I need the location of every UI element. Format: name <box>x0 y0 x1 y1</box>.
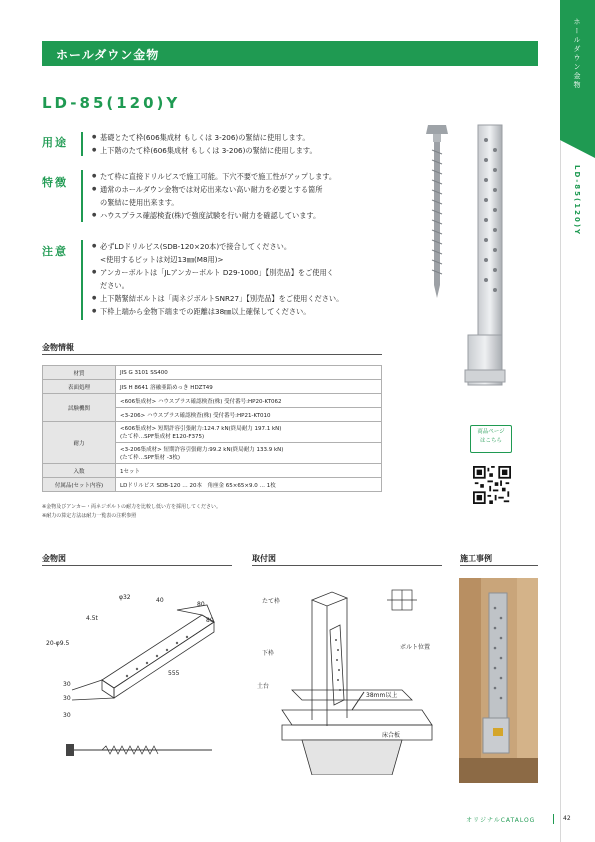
notes-bar <box>81 240 83 320</box>
notes-list <box>92 240 392 318</box>
footer-divider <box>553 814 554 824</box>
product-title: LD-85(120)Y <box>42 94 181 112</box>
list-item: の緊結に使用出来ます。 <box>100 198 179 207</box>
page-number: 42 <box>563 815 571 822</box>
table-row <box>43 380 382 394</box>
dim-label: 80 <box>206 617 214 624</box>
dim-label: 20-φ9.5 <box>46 640 70 647</box>
install-label: たて枠 <box>262 598 281 605</box>
example-figure-divider <box>460 565 538 566</box>
footnote: ※金物及びアンカー・両ネジボルトの耐力を比較し低い方を採用してください。 <box>42 504 221 510</box>
dim-label: φ32 <box>119 594 131 601</box>
features-label: 特徴 <box>42 176 68 189</box>
dim-label: 40 <box>156 597 164 604</box>
spec-table <box>42 365 382 492</box>
table-header-cell: 入数 <box>43 464 116 478</box>
install-label: 下枠 <box>262 650 275 657</box>
table-row <box>43 366 382 380</box>
usage-label: 用途 <box>42 136 68 149</box>
list-item: ● 通常のホールダウン金物では対応出来ない高い耐力を必要とする箇所 <box>92 183 392 196</box>
side-product-label: LD-85(120)Y <box>573 165 581 237</box>
list-item: ださい。 <box>100 281 129 290</box>
qr-label-line: 商品ページ <box>477 429 505 435</box>
list-item: <使用するビットは対辺13㎜(M8用)> <box>100 255 224 264</box>
list-item: ● 基礎とたて枠(606集成材 もしくは 3-206)の緊結に使用します。 <box>92 131 392 144</box>
spec-divider <box>42 354 382 355</box>
list-item: ● 上下階緊結ボルトは「両ネジボルトSNR27」【別売品】をご使用ください。 <box>92 292 392 305</box>
section-band <box>42 41 538 66</box>
hardware-drawing <box>42 570 232 770</box>
hardware-figure-divider <box>42 565 232 566</box>
cell-line: (たて枠…SPF集材 -3枚) <box>120 455 180 461</box>
dim-label: 80 <box>197 601 205 608</box>
table-header-cell: 耐力 <box>43 422 116 464</box>
table-cell: 1セット <box>116 464 382 478</box>
install-label: ボルト位置 <box>400 644 431 651</box>
notes-label: 注意 <box>42 245 68 258</box>
list-item: ● 必ずLDドリルビス(SDB-120×20本)で接合してください。 <box>92 240 392 253</box>
cell-line: <3-206集成材> 短期許容引張耐力:99.2 kN(終局耐力 133.9 kN) <box>120 447 284 453</box>
list-item: ● ハウスプラス確認検査(株)で強度試験を行い耐力を確認しています。 <box>92 209 392 222</box>
table-header-cell: 表面処理 <box>43 380 116 394</box>
table-cell: JIS G 3101 SS400 <box>116 366 382 380</box>
example-figure-title: 施工事例 <box>460 554 492 563</box>
list-item: ● たて枠に直接ドリルビスで施工可能。下穴不要で施工性がアップします。 <box>92 170 392 183</box>
dim-label: 30 <box>63 695 71 702</box>
dim-label: 4.5t <box>86 615 98 622</box>
list-item: ● 下枠上端から金物下端までの距離は38㎜以上確保してください。 <box>92 305 392 318</box>
list-item: ● アンカーボルトは「JLアンカーボルト D29-1000」【別売品】をご使用く <box>92 266 392 279</box>
dim-label: 30 <box>63 712 71 719</box>
dim-label: 30 <box>63 681 71 688</box>
hardware-figure-title: 金物図 <box>42 554 66 563</box>
spec-title: 金物情報 <box>42 343 74 352</box>
cell-line: <606集成材> 短期許容引張耐力:124.7 kN(終局耐力 197.1 kN) <box>120 426 282 432</box>
table-header-cell: 材質 <box>43 366 116 380</box>
side-category-tab <box>560 0 595 140</box>
table-header-cell: 付属品(セット内容) <box>43 478 116 492</box>
table-row <box>43 464 382 478</box>
usage-list <box>92 131 392 157</box>
qr-code[interactable] <box>473 466 511 504</box>
features-bar <box>81 170 83 222</box>
footnote: ※耐力の算定方法は耐力一覧表の注釈参照 <box>42 513 137 519</box>
install-label: 床合板 <box>382 732 401 739</box>
table-cell <box>116 422 382 443</box>
example-photo <box>459 578 538 783</box>
install-drawing <box>252 570 442 775</box>
product-photo <box>420 120 520 410</box>
list-item: ● 上下階のたて枠(606集成材 もしくは 3-206)の緊結に使用します。 <box>92 144 392 157</box>
table-cell: <606集成材> ハウスプラス確認検査(株) 受付番号:HP20-KT062 <box>116 394 382 408</box>
install-figure-title: 取付図 <box>252 554 276 563</box>
table-cell: LDドリルビス SDB-120 … 20本 角座金 65×65×9.0 … 1枚 <box>116 478 382 492</box>
install-figure-divider <box>252 565 442 566</box>
qr-label-line: はこちら <box>479 438 502 444</box>
band-title: ホールダウン金物 <box>56 48 160 62</box>
table-cell <box>116 443 382 464</box>
cell-line: (たて枠…SPF集成材 E120-F375) <box>120 434 205 440</box>
table-header-cell: 試験機関 <box>43 394 116 422</box>
table-cell: JIS H 8641 溶融亜鉛めっき HDZT49 <box>116 380 382 394</box>
table-row <box>43 422 382 443</box>
features-list <box>92 170 392 222</box>
side-category-label: ホールダウン金物 <box>573 18 581 90</box>
table-row <box>43 394 382 408</box>
install-label: 38mm以上 <box>366 692 398 699</box>
product-page-link[interactable] <box>470 425 512 453</box>
dim-label: 555 <box>168 670 180 677</box>
table-cell: <3-206> ハウスプラス確認検査(株) 受付番号:HP21-KT010 <box>116 408 382 422</box>
table-row <box>43 478 382 492</box>
catalog-footer: オリジナルCATALOG <box>466 817 536 824</box>
install-label: 土台 <box>257 683 270 690</box>
usage-bar <box>81 132 83 156</box>
